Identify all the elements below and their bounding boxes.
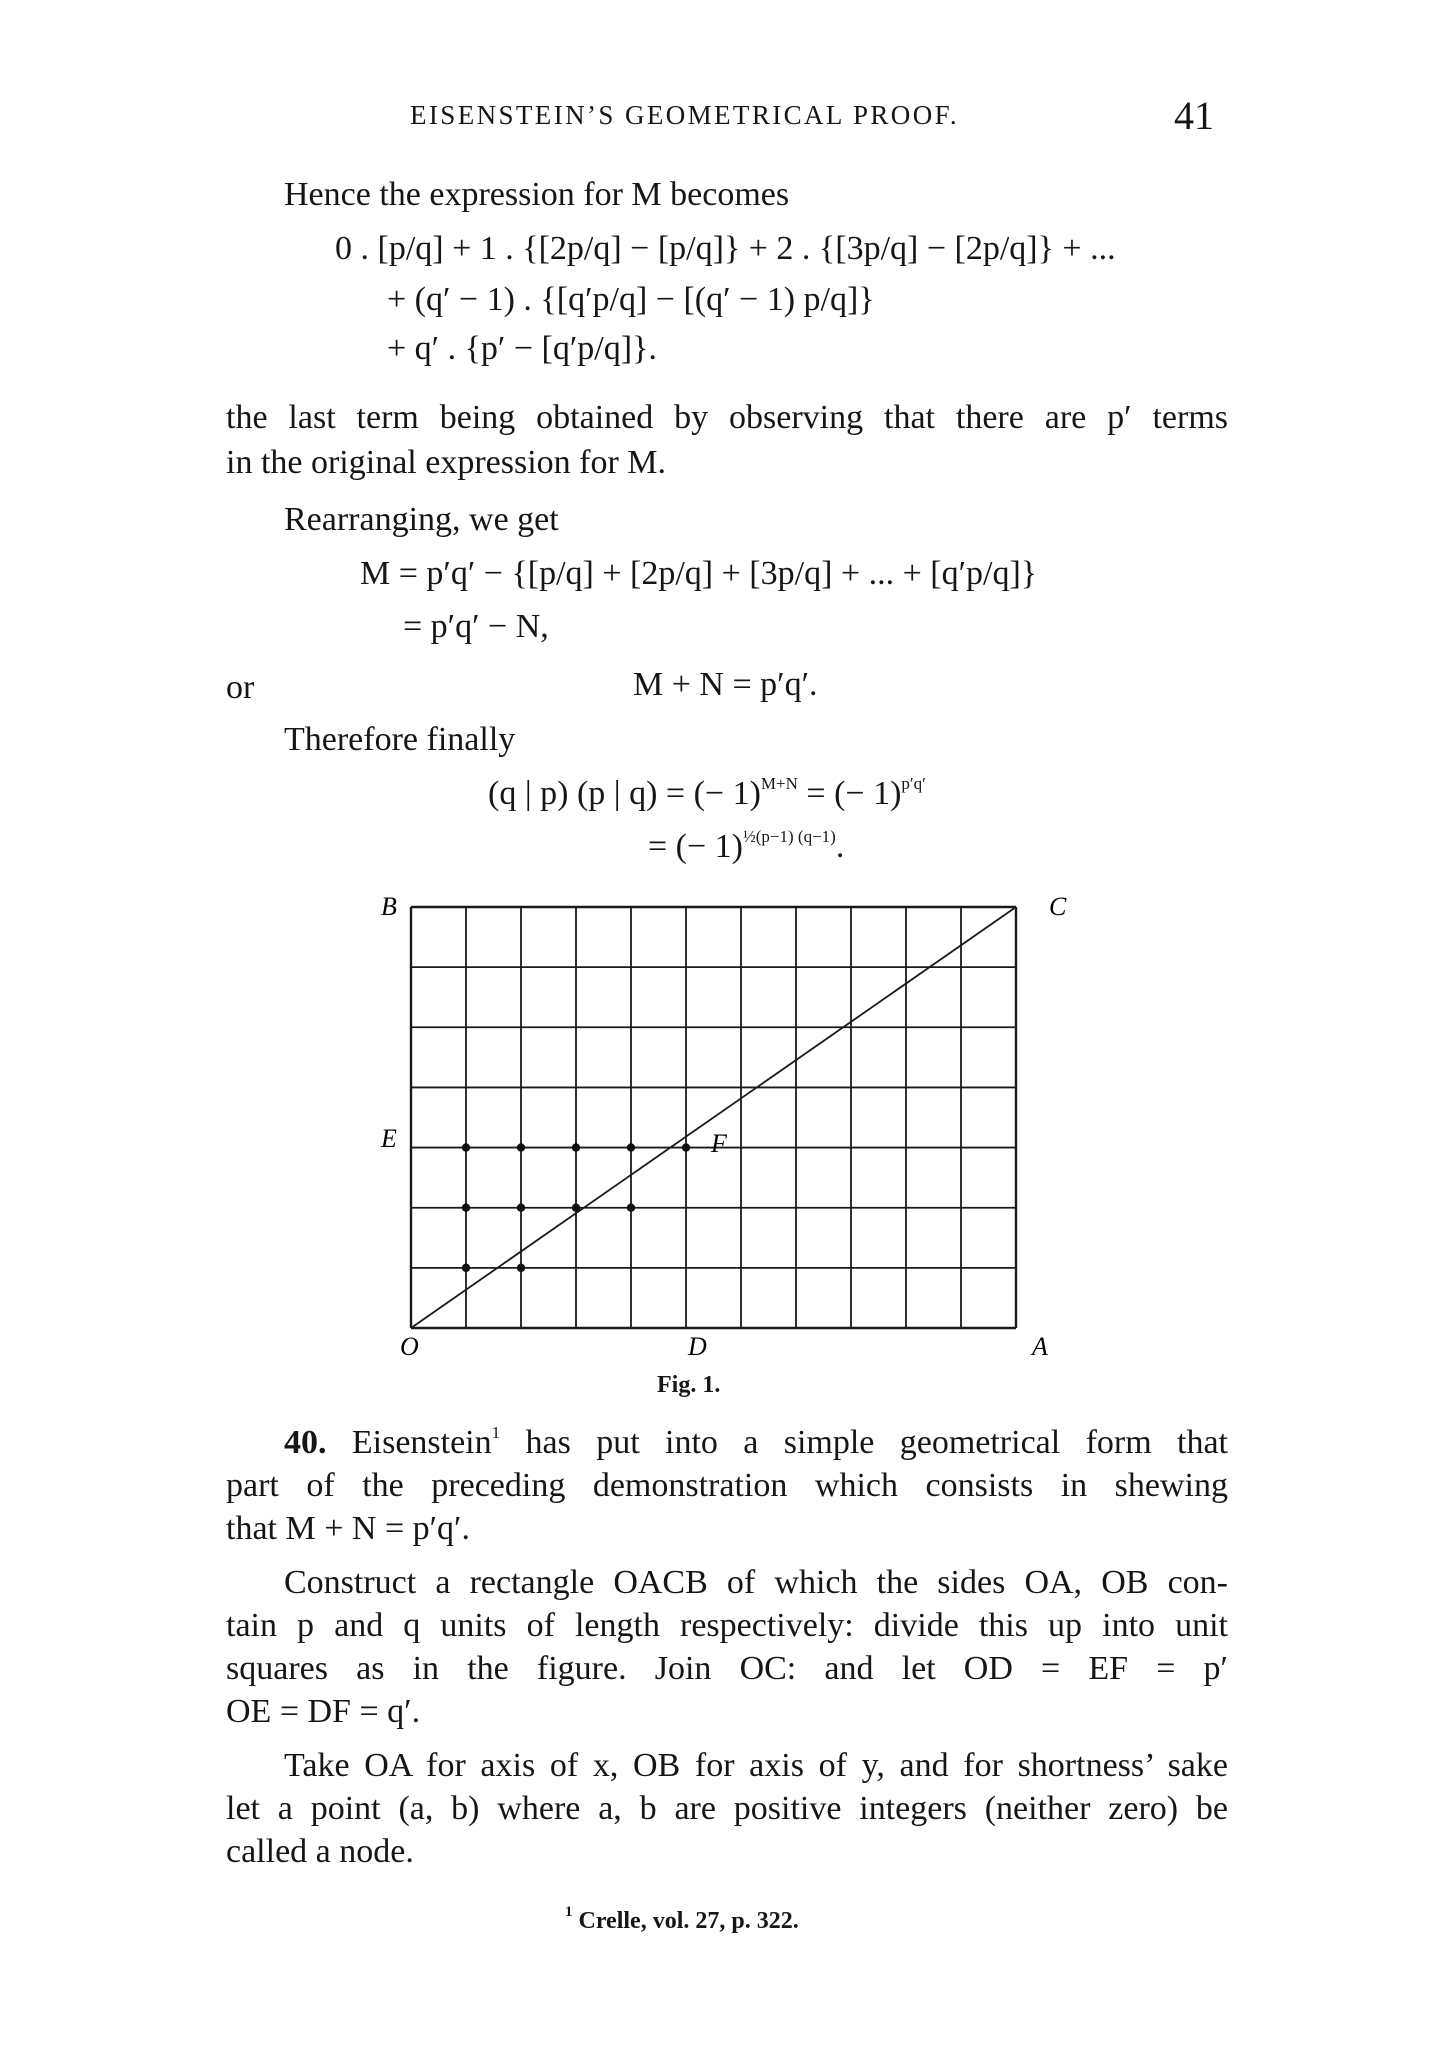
footnote xyxy=(565,1904,799,1935)
exponent: ½(p−1) (q−1) xyxy=(743,827,836,846)
lattice-figure xyxy=(355,880,1095,1360)
diagonal-oc xyxy=(411,907,1016,1328)
figure-caption: Fig. 1. xyxy=(657,1372,721,1398)
paragraph-line: in the original expression for M. xyxy=(226,444,667,481)
rearranging-line: Rearranging, we get xyxy=(284,501,559,538)
exponent: p′q′ xyxy=(901,774,926,793)
equation-line-3: + q′ . {p′ − [q′p/q]}. xyxy=(387,330,657,367)
equation-line-4: M = p′q′ − {[p/q] + [2p/q] + [3p/q] + ... + [q′p/q]} xyxy=(360,555,1038,592)
section-number: 40. xyxy=(284,1424,327,1461)
text-span: has put into a simple geometrical form that xyxy=(500,1424,1229,1461)
equation-line-8 xyxy=(648,828,844,866)
text-span: Eisenstein xyxy=(351,1424,492,1461)
equation-line-1: 0 . [p/q] + 1 . {[2p/q] − [p/q]} + 2 . {[3p/q] − [2p/q]} + ... xyxy=(335,230,1116,267)
running-header: EISENSTEIN’S GEOMETRICAL PROOF. xyxy=(410,100,959,130)
label-c: C xyxy=(1049,892,1067,921)
hence-line: Hence the expression for M becomes xyxy=(284,176,790,213)
node-dot xyxy=(517,1204,525,1212)
paragraph-line: that M + N = p′q′. xyxy=(226,1510,470,1547)
paragraph-line: Construct a rectangle OACB of which the sides OA, OB con- xyxy=(284,1564,1228,1601)
footnote-mark: 1 xyxy=(565,1904,573,1920)
node-dot xyxy=(462,1204,470,1212)
equation-part: (q | p) (p | q) = (− 1) xyxy=(488,775,761,812)
paragraph-line: let a point (a, b) where a, b are positive integers (neither zero) be xyxy=(226,1790,1228,1827)
node-dot xyxy=(627,1204,635,1212)
label-f: F xyxy=(711,1129,727,1158)
label-b: B xyxy=(381,892,397,921)
equation-line-2: + (q′ − 1) . {[q′p/q] − [(q′ − 1) p/q]} xyxy=(387,281,875,318)
label-o: O xyxy=(400,1332,419,1360)
node-dot xyxy=(517,1264,525,1272)
therefore-line: Therefore finally xyxy=(284,721,516,758)
paragraph-line: Take OA for axis of x, OB for axis of y, and for shortness’ sake xyxy=(284,1747,1228,1784)
node-dot xyxy=(627,1143,635,1151)
equation-part: . xyxy=(835,828,845,865)
footnote-mark: 1 xyxy=(491,1423,501,1442)
paragraph-line: called a node. xyxy=(226,1833,414,1870)
page-number: 41 xyxy=(1174,93,1214,138)
node-dot xyxy=(462,1143,470,1151)
label-d: D xyxy=(688,1332,707,1360)
node-dot xyxy=(517,1143,525,1151)
equation-part: = (− 1) xyxy=(648,828,743,865)
paragraph-line: OE = DF = q′. xyxy=(226,1693,421,1730)
node-dot xyxy=(572,1143,580,1151)
paragraph-line: squares as in the figure. Join OC: and let OD = EF = p′ xyxy=(226,1650,1228,1687)
or-word: or xyxy=(226,669,255,706)
label-e: E xyxy=(381,1124,397,1153)
equation-line-5: = p′q′ − N, xyxy=(403,608,549,645)
node-dot xyxy=(462,1264,470,1272)
node-dot xyxy=(682,1143,690,1151)
paragraph-line: tain p and q units of length respectively: divide this up into unit xyxy=(226,1607,1228,1644)
equation-line-6: M + N = p′q′. xyxy=(633,666,818,703)
paragraph-line: the last term being obtained by observing that there are p′ terms xyxy=(226,399,1228,436)
paragraph-line: part of the preceding demonstration which consists in shewing xyxy=(226,1467,1228,1504)
equation-part: = (− 1) xyxy=(797,775,902,812)
label-a: A xyxy=(1032,1332,1048,1360)
exponent: M+N xyxy=(760,774,798,793)
paragraph-line xyxy=(284,1420,1228,1466)
equation-line-7 xyxy=(488,775,926,813)
footnote-text: Crelle, vol. 27, p. 322. xyxy=(578,1908,799,1934)
node-dot xyxy=(572,1204,580,1212)
